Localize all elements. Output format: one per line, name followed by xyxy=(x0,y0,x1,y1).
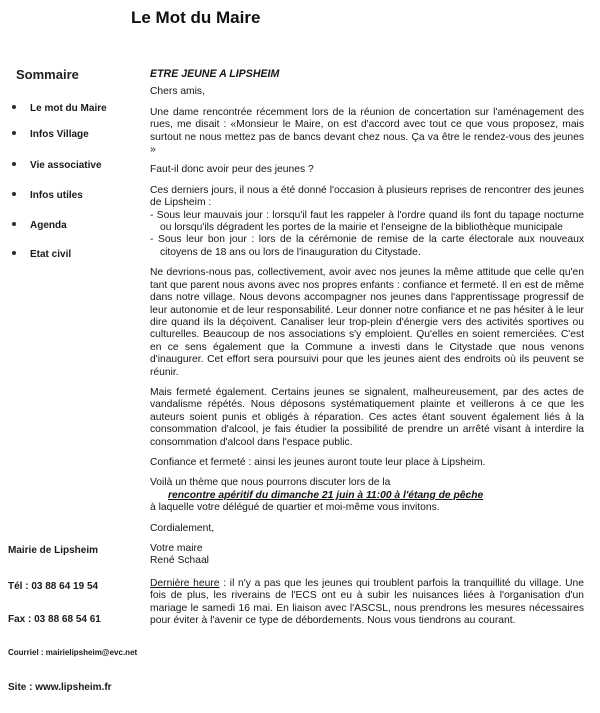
late-news-label: Dernière heure xyxy=(150,577,220,589)
signature-name: René Schaal xyxy=(150,555,209,567)
sidebar-item-mot-du-maire[interactable] xyxy=(12,103,107,114)
invitation-event: rencontre apéritif du dimanche 21 juin à 11:00 à l'étang de pêche xyxy=(168,489,484,501)
sidebar-item-label: Le mot du Maire xyxy=(30,103,107,114)
contact-fax: Fax : 03 88 68 54 61 xyxy=(8,614,101,625)
sidebar-item-label: Infos Village xyxy=(30,129,89,140)
paragraph-2: Faut-il donc avoir peur des jeunes ? xyxy=(150,164,314,176)
bullet-icon xyxy=(12,251,16,255)
bullet-icon xyxy=(12,105,16,109)
bullet-icon xyxy=(12,131,16,135)
sidebar-item-label: Agenda xyxy=(30,220,67,231)
sidebar-item-label: Vie associative xyxy=(30,160,102,171)
signature-title: Votre maire xyxy=(150,543,203,554)
contact-email[interactable]: Courriel : mairielipsheim@evc.net xyxy=(8,648,138,657)
sidebar-title: Sommaire xyxy=(16,67,79,82)
invitation-line-1: Voilà un thème que nous pourrons discuter lors de la xyxy=(150,477,391,489)
sidebar-item-infos-village[interactable] xyxy=(12,129,89,140)
greeting: Chers amis, xyxy=(150,86,205,98)
contact-name: Mairie de Lipsheim xyxy=(8,545,99,556)
encounter-list xyxy=(150,210,584,260)
sidebar-item-agenda[interactable] xyxy=(12,220,67,231)
article xyxy=(150,68,584,635)
sidebar-item-vie-associative[interactable] xyxy=(12,160,102,171)
bullet-icon xyxy=(12,162,16,166)
paragraph-5: Mais fermeté également. Certains jeunes se signalent, malheureusement, par des actes de vandalisme répétés. Nous déposons systématiquement plainte et veillerons à ce que les auteurs soient punis et obligés à réparation. Ces actes étant souvent également liés à la consommation d'alcool, je fais étudier la possibilité de prendre un arrêté visant à interdire la consommation d'alcool dans l'espace public. xyxy=(150,386,584,448)
sidebar-item-infos-utiles[interactable] xyxy=(12,190,83,201)
invitation-line-3: à laquelle votre délégué de quartier et moi-même vous invitons. xyxy=(150,502,440,514)
paragraph-1: Une dame rencontrée récemment lors de la réunion de concertation sur l'aménagement des rues, me disait : «Monsieur le Maire, on est d'accord avec tout ce que vous proposez, mais surtout ne nous mettez pas de bancs devant chez nous. Ça va être le rendez-vous des jeunes » xyxy=(150,106,584,156)
paragraph-6: Confiance et fermeté : ainsi les jeunes auront toute leur place à Lipsheim. xyxy=(150,456,486,468)
list-item: - Sous leur bon jour : lors de la cérémonie de remise de la carte électorale aux nouveaux citoyens de 18 ans ou lors de l'inauguration du Citystade. xyxy=(150,234,584,258)
closing: Cordialement, xyxy=(150,522,215,534)
paragraph-3: Ces derniers jours, il nous a été donné l'occasion à plusieurs reprises de rencontrer des jeunes de Lipsheim : xyxy=(150,184,584,209)
invitation xyxy=(150,477,584,514)
contact-site[interactable]: Site : www.lipsheim.fr xyxy=(8,682,112,693)
sidebar-item-label: Etat civil xyxy=(30,249,72,260)
bullet-icon xyxy=(12,192,16,196)
late-news-text: : il n'y a pas que les jeunes qui troublent parfois la tranquillité du village. Une fois de plus, les riverains de l'ECS ont eu à subir les nuisances liées à l'organisation d'un mariage le samedi 16 mai. En liaison avec l'ASCSL, nous prendrons les mesures nécessaires pour éviter à l'avenir ce type de débordements. Nous vous tiendrons au courant. xyxy=(150,577,585,627)
list-item: - Sous leur mauvais jour : lorsqu'il faut les rappeler à l'ordre quand ils font du tapage nocturne ou lorsqu'ils dégradent les portes de la mairie et l'enseigne de la bibliothèque municipale xyxy=(150,209,584,234)
bullet-icon xyxy=(12,222,16,226)
page-title: Le Mot du Maire xyxy=(131,8,261,27)
sidebar-item-etat-civil[interactable] xyxy=(12,249,71,260)
article-heading: ETRE JEUNE A LIPSHEIM xyxy=(150,68,280,80)
late-news xyxy=(150,578,584,628)
paragraph-4: Ne devrions-nous pas, collectivement, avoir avec nos jeunes la même attitude que celle qu'en tant que parent nous avons avec nos propres enfants : confiance et fermeté. Il en est de même dans notre village. Nous devons accompagner nos jeunes dans l'apprentissage progressif de leur autonomie et de leur responsabilité. Leur donner notre confiance et ne pas hésiter à le leur dire quand ils la déçoivent. Canaliser leur trop-plein d'énergie vers des activités sportives ou culturelles. Beaucoup de nos associations s'y emploient. Qu'elles en soient remerciées. C'est en ce sens également que la Commune a investi dans le Citystade que nous venons d'inaugurer. Cet effort sera poursuivi pour que les jeunes aient des endroits où ils peuvent se réunir. xyxy=(150,267,584,378)
sidebar-item-label: Infos utiles xyxy=(30,190,83,201)
signature xyxy=(150,543,584,568)
contact-tel: Tél : 03 88 64 19 54 xyxy=(8,581,99,592)
